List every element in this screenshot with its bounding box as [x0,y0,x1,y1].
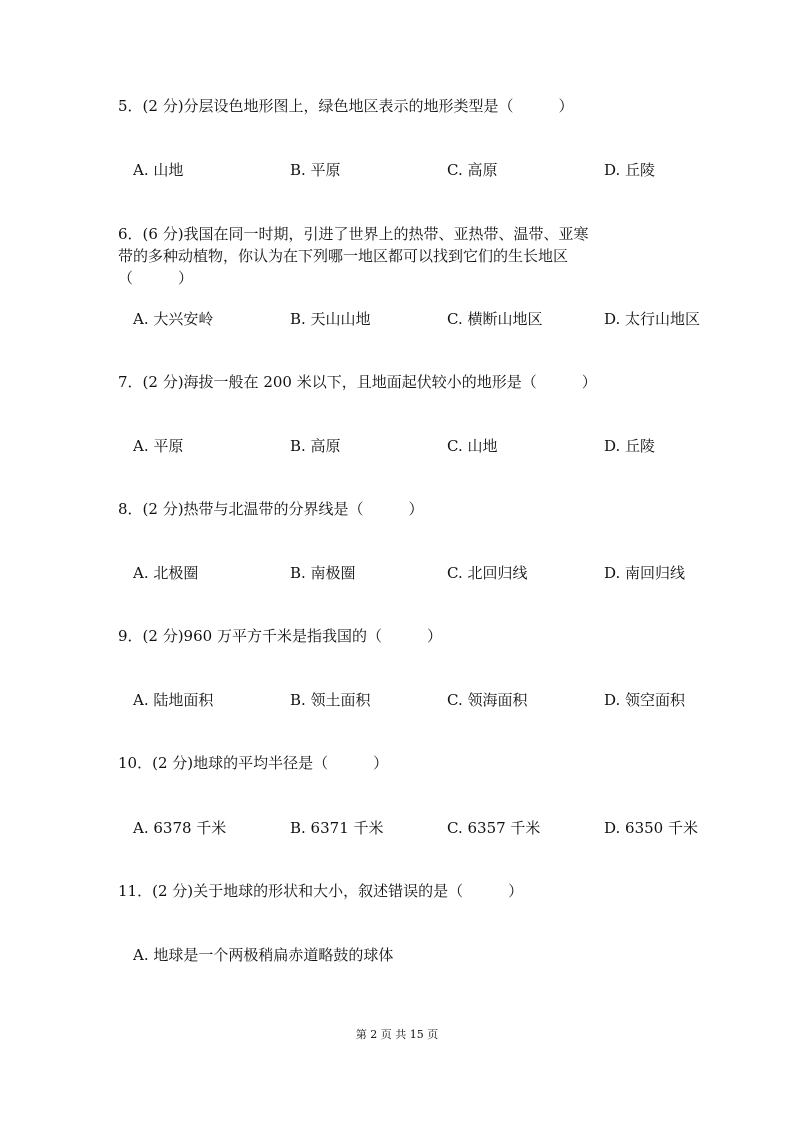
option-a: A. 陆地面积 [133,691,214,709]
option-a: A. 6378 千米 [133,819,227,837]
question-10: 10．(2 分)地球的平均半径是（ ） [118,754,389,772]
question-11: 11．(2 分)关于地球的形状和大小，叙述错误的是（ ） [118,882,524,900]
option-d: D. 6350 千米 [604,819,698,837]
option-b: B. 领土面积 [290,691,371,709]
option-a: A. 地球是一个两极稍扁赤道略鼓的球体 [133,946,394,964]
option-c: C. 高原 [447,161,498,179]
question-5: 5．(2 分)分层设色地形图上，绿色地区表示的地形类型是（ ） [118,97,574,115]
question-9-options [133,689,733,711]
question-11-options [133,944,733,966]
question-9: 9．(2 分)960 万平方千米是指我国的（ ） [118,627,442,645]
option-c: C. 横断山地区 [447,310,543,328]
question-5-options [133,159,733,181]
option-b: B. 平原 [290,161,341,179]
option-d: D. 丘陵 [604,437,656,455]
option-a: A. 山地 [133,161,184,179]
question-8: 8．(2 分)热带与北温带的分界线是（ ） [118,500,424,518]
option-d: D. 南回归线 [604,564,686,582]
question-8-options [133,562,733,584]
option-b: B. 6371 千米 [290,819,384,837]
option-b: B. 天山山地 [290,310,371,328]
option-a: A. 平原 [133,437,184,455]
option-d: D. 丘陵 [604,161,656,179]
option-d: D. 太行山地区 [604,310,701,328]
option-a: A. 北极圈 [133,564,199,582]
option-b: B. 高原 [290,437,341,455]
option-d: D. 领空面积 [604,691,686,709]
question-6: 6．(6 分)我国在同一时期，引进了世界上的热带、亚热带、温带、亚寒带的多种动植物，你认为在下列哪一地区都可以找到它们的生长地区（ ） [118,225,589,287]
option-c: C. 山地 [447,437,498,455]
question-6-options [133,308,733,330]
option-a: A. 大兴安岭 [133,310,214,328]
question-7-options [133,435,733,457]
option-c: C. 6357 千米 [447,819,541,837]
question-7: 7．(2 分)海拔一般在 200 米以下，且地面起伏较小的地形是（ ） [118,373,597,391]
option-b: B. 南极圈 [290,564,356,582]
question-10-options [133,817,733,839]
page-footer: 第 2 页 共 15 页 [355,1028,439,1041]
option-c: C. 北回归线 [447,564,528,582]
option-c: C. 领海面积 [447,691,528,709]
